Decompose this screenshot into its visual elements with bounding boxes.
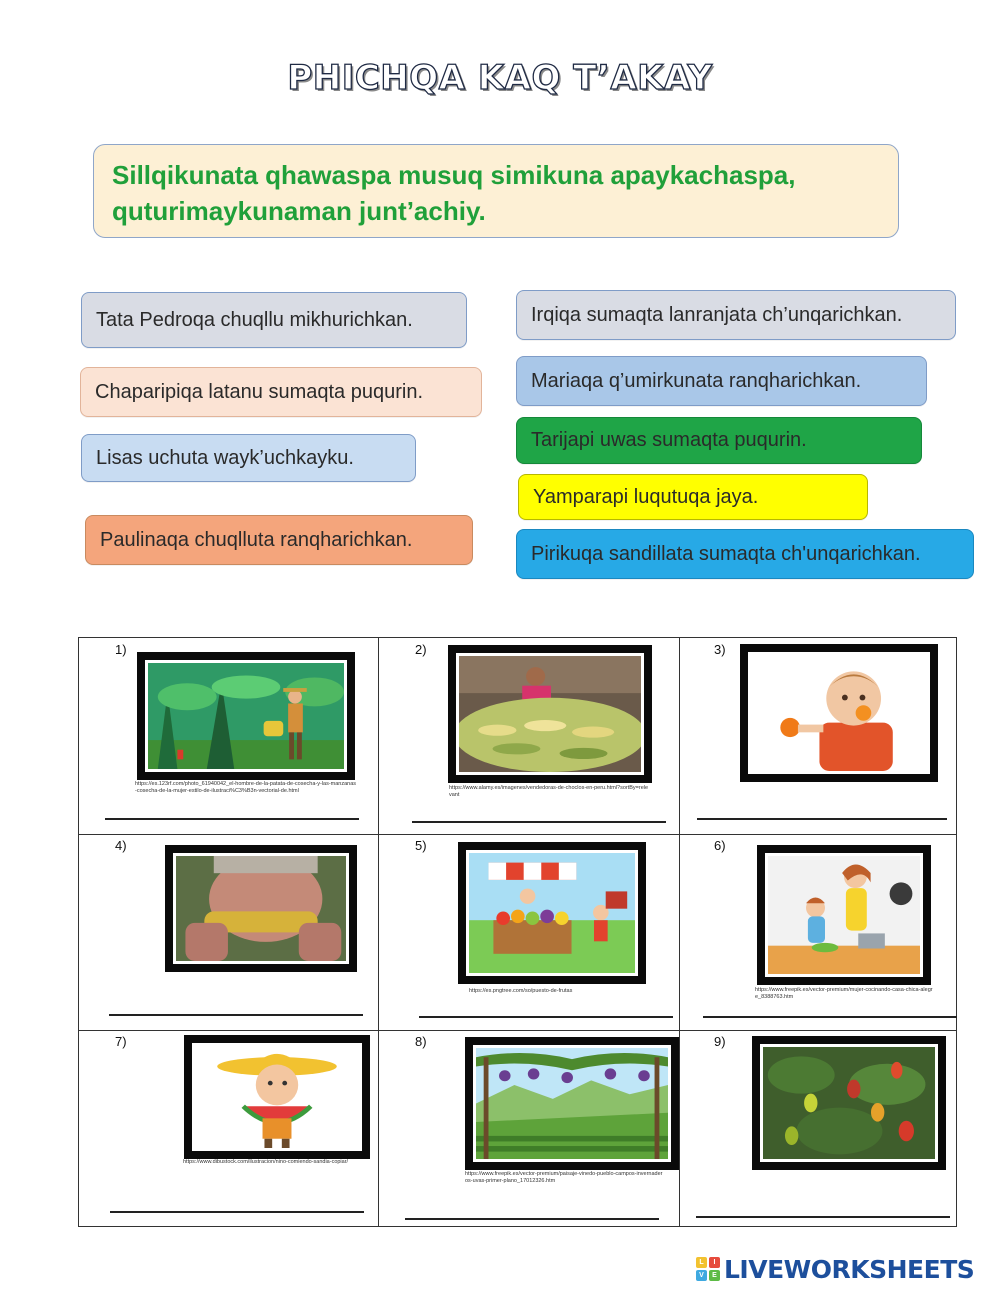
- answer-line[interactable]: [696, 1216, 950, 1218]
- picture-child-eating-orange: [740, 644, 938, 782]
- answer-line[interactable]: [110, 1211, 364, 1213]
- item-number: 9): [714, 1034, 726, 1049]
- option-tata-pedro[interactable]: Tata Pedroqa chuqllu mikhurichkan.: [81, 292, 467, 348]
- picture-corn-vendor: [448, 645, 652, 783]
- image-source-link[interactable]: https://es.pngtree.com/so/puesto-de-frutas: [469, 988, 573, 994]
- item-number: 5): [415, 838, 427, 853]
- liveworksheets-brand[interactable]: [696, 1253, 996, 1285]
- image-source-link[interactable]: https://www.freepik.es/vector-premium/mujer-cocinando-casa-chica-alegre_8388763.htm: [755, 987, 933, 1000]
- corn-vendor-photo: [459, 656, 641, 772]
- image-source-link[interactable]: https://www.freepik.es/vector-premium/paisaje-vinedo-pueblo-campos-invernaderos-uvas-primer-plano_17012326.htm: [465, 1171, 663, 1184]
- fruit-stand-illustration: [469, 853, 635, 973]
- farmer-illustration: [148, 663, 344, 769]
- option-irqi[interactable]: Irqiqa sumaqta lanranjata ch’unqarichkan.: [516, 290, 956, 340]
- page-title: PHICHQA KAQ T’AKAY: [287, 58, 713, 98]
- picture-boy-eating-watermelon: [184, 1035, 370, 1159]
- grid-divider: [378, 638, 379, 1226]
- item-number: 8): [415, 1034, 427, 1049]
- answer-line[interactable]: [703, 1016, 957, 1018]
- item-number: 2): [415, 642, 427, 657]
- grid-divider: [79, 834, 956, 835]
- liveworksheets-logo-icon: L I V E: [696, 1257, 720, 1281]
- picture-grid: [78, 637, 957, 1227]
- answer-line[interactable]: [109, 1014, 363, 1016]
- item-number: 3): [714, 642, 726, 657]
- grid-divider: [679, 638, 680, 1226]
- picture-woman-cooking: [757, 845, 931, 985]
- option-yamparapi[interactable]: Yamparapi luqutuqa jaya.: [518, 474, 868, 520]
- picture-fruit-stand: [458, 842, 646, 984]
- item-number: 6): [714, 838, 726, 853]
- answer-line[interactable]: [105, 818, 359, 820]
- option-paulina[interactable]: Paulinaqa chuqlluta ranqharichkan.: [85, 515, 473, 565]
- answer-line[interactable]: [419, 1016, 673, 1018]
- picture-farmer-bananas: [137, 652, 355, 780]
- man-corn-photo: [176, 856, 346, 961]
- item-number: 7): [115, 1034, 127, 1049]
- cooking-illustration: [768, 856, 920, 974]
- option-chaparipi[interactable]: Chaparipiqa latanu sumaqta puqurin.: [80, 367, 482, 417]
- brand-name: LIVEWORKSHEETS: [724, 1254, 975, 1284]
- item-number: 1): [115, 642, 127, 657]
- vineyard-illustration: [476, 1048, 668, 1159]
- grid-divider: [79, 1030, 956, 1031]
- option-tarijapi[interactable]: Tarijapi uwas sumaqta puqurin.: [516, 417, 922, 464]
- watermelon-boy-illustration: [195, 1046, 359, 1148]
- answer-line[interactable]: [412, 821, 666, 823]
- answer-line[interactable]: [405, 1218, 659, 1220]
- picture-peppers: [752, 1036, 946, 1170]
- child-orange-photo: [751, 655, 927, 771]
- answer-line[interactable]: [697, 818, 947, 820]
- item-number: 4): [115, 838, 127, 853]
- image-source-link[interactable]: https://www.dibustock.com/ilustracion/nino-comiendo-sandia-copiar/: [183, 1159, 349, 1165]
- instruction-box: Sillqikunata qhawaspa musuq simikuna apaykachaspa, quturimaykunaman junt’achiy.: [93, 144, 899, 238]
- option-lisas[interactable]: Lisas uchuta wayk’uchkayku.: [81, 434, 416, 482]
- option-piriku[interactable]: Pirikuqa sandillata sumaqta ch'unqarichkan.: [516, 529, 974, 579]
- option-maria[interactable]: Mariaqa q’umirkunata ranqharichkan.: [516, 356, 927, 406]
- peppers-photo: [763, 1047, 935, 1159]
- picture-vineyard: [465, 1037, 679, 1170]
- image-source-link[interactable]: https://www.alamy.es/imagenes/vendedoras-de-choclos-en-peru.html?sortBy=relevant: [449, 785, 649, 798]
- picture-man-eating-corn: [165, 845, 357, 972]
- image-source-link[interactable]: https://es.123rf.com/photo_61940042_el-hombre-de-la-patata-de-cosecha-y-las-manzanas-cosecha-de-la-mujer-estilo-de-ilustraci%C3%B3n-vectorial-de.html: [135, 781, 357, 794]
